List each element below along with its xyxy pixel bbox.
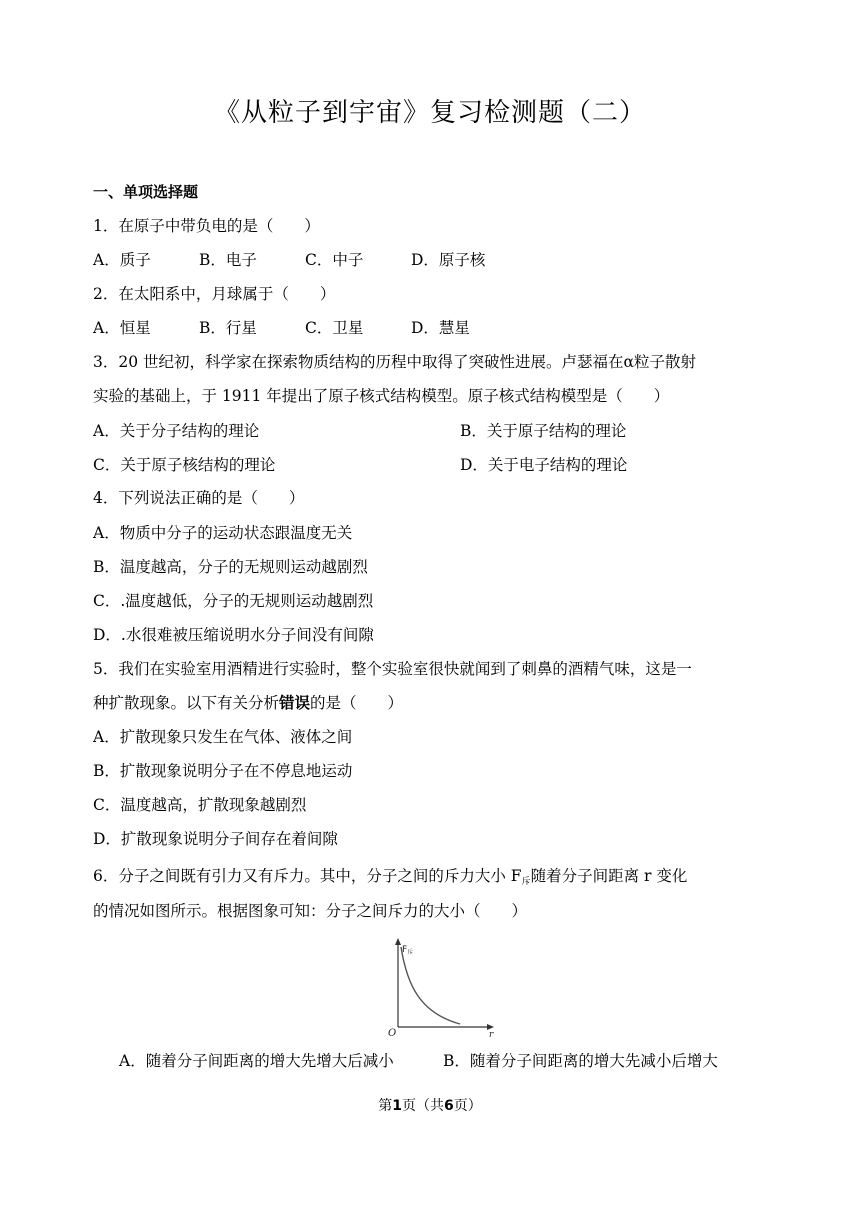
q6-stem-subscript: 斥	[521, 877, 531, 887]
question-2-stem: 2．在太阳系中，月球属于（ ）	[93, 285, 336, 303]
q5-option-a: A．扩散现象只发生在气体、液体之间	[93, 728, 353, 746]
q4-option-d: D．.水很难被压缩说明水分子间没有间隙	[93, 626, 374, 644]
footer-page-number: 1	[392, 1098, 402, 1114]
question-3-stem-line-1: 3．20 世纪初，科学家在探索物质结构的历程中取得了突破性进展。卢瑟福在α粒子散射	[93, 353, 696, 371]
question-6-options	[119, 1051, 718, 1071]
q3-option-d: D．关于电子结构的理论	[460, 456, 628, 474]
q3-option-b: B．关于原子结构的理论	[460, 422, 627, 440]
question-1-stem: 1．在原子中带负电的是（ ）	[93, 217, 320, 235]
q1-option-c: C．中子	[305, 251, 364, 269]
q5-stem-emphasis: 错误	[279, 694, 311, 712]
x-axis-label: r	[489, 1030, 494, 1040]
question-6-stem-line-1	[93, 866, 687, 892]
footer-text-mid: 页（共	[402, 1098, 444, 1114]
q5-option-b: B．扩散现象说明分子在不停息地运动	[93, 762, 353, 780]
question-3-stem-line-2: 实验的基础上，于 1911 年提出了原子核式结构模型。原子核式结构模型是（ ）	[93, 387, 670, 405]
q2-option-b: B．行星	[199, 319, 257, 337]
q5-option-c: C．温度越高，扩散现象越剧烈	[93, 796, 307, 814]
page-title: 《从粒子到宇宙》复习检测题（二）	[213, 98, 646, 128]
question-5-stem-line-2	[93, 693, 403, 713]
footer-page-total: 6	[444, 1098, 454, 1114]
q4-option-a: A．物质中分子的运动状态跟温度无关	[93, 524, 353, 542]
section-heading: 一、单项选择题	[93, 183, 199, 201]
q2-option-a: A．恒星	[93, 319, 151, 337]
question-3-options-row-2	[93, 455, 627, 475]
question-6-stem-line-2: 的情况如图所示。根据图象可知：分子之间斥力的大小（ ）	[93, 902, 528, 920]
q5-stem-text: 种扩散现象。以下有关分析	[93, 694, 280, 712]
question-4-stem: 4．下列说法正确的是（ ）	[93, 489, 305, 507]
q2-option-c: C．卫星	[305, 319, 364, 337]
q1-option-a: A．质子	[93, 251, 151, 269]
footer-text-end: 页）	[453, 1098, 482, 1114]
q1-option-b: B．电子	[199, 251, 257, 269]
q5-stem-text-end: 的是（ ）	[310, 694, 404, 712]
question-5-stem-line-1: 5．我们在实验室用酒精进行实验时，整个实验室很快就闻到了刺鼻的酒精气味，这是一	[93, 660, 692, 678]
q4-option-c: C．.温度越低，分子的无规则运动越剧烈	[93, 592, 374, 610]
footer-text: 第	[378, 1098, 393, 1114]
q1-option-d: D．原子核	[411, 251, 486, 269]
q6-stem-text: 6．分子之间既有引力又有斥力。其中，分子之间的斥力大小 F	[93, 867, 522, 885]
question-2-options	[93, 318, 470, 338]
q3-option-c: C．关于原子核结构的理论	[93, 456, 276, 474]
q6-option-a: A．随着分子间距离的增大先增大后减小	[119, 1052, 394, 1070]
origin-label: O	[388, 1028, 397, 1039]
force-curve	[401, 947, 460, 1024]
q6-option-b: B．随着分子间距离的增大先减小后增大	[443, 1052, 718, 1070]
repulsion-force-graph	[365, 935, 500, 1040]
question-3-options-row-1	[93, 421, 626, 441]
q2-option-d: D．慧星	[411, 319, 470, 337]
q6-stem-text-end: 随着分子间距离 r 变化	[530, 867, 688, 885]
y-axis-label: $F_斥$	[402, 945, 414, 956]
q3-option-a: A．关于分子结构的理论	[93, 422, 260, 440]
q4-option-b: B．温度越高，分子的无规则运动越剧烈	[93, 558, 368, 576]
q5-option-d: D．扩散现象说明分子间存在着间隙	[93, 830, 338, 848]
page-footer	[0, 1095, 860, 1115]
y-axis-arrow	[395, 938, 401, 945]
question-1-options	[93, 250, 485, 270]
